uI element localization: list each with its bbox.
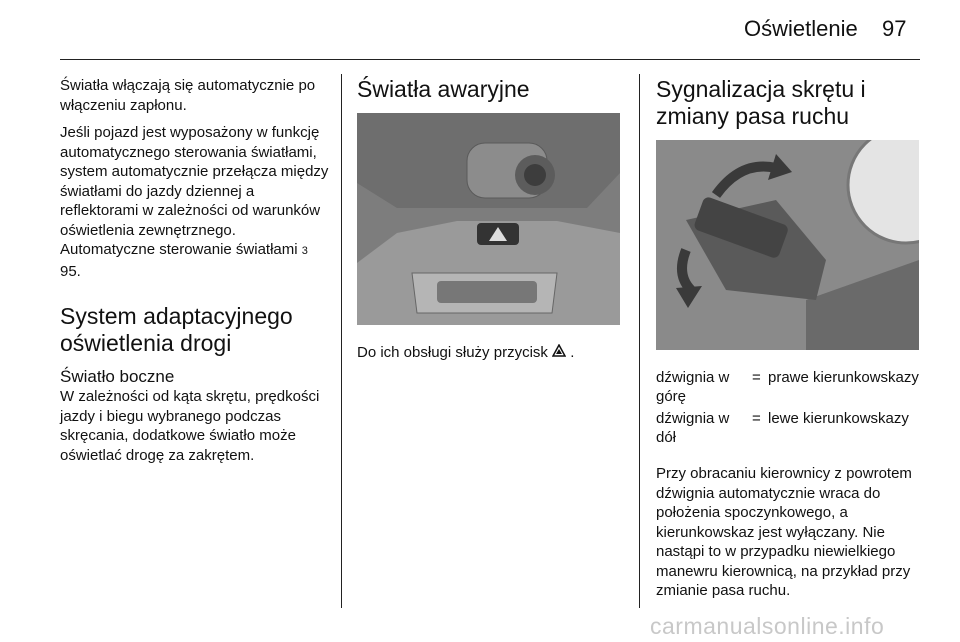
turn-signal-lever-figure bbox=[656, 140, 919, 350]
hazard-caption-end: . bbox=[570, 344, 575, 361]
subheading-cornering-light: Światło boczne bbox=[60, 367, 175, 386]
column-1 bbox=[60, 76, 330, 473]
section-heading-turn-signals: Sygnalizacja skrętu i zmiany pasa ruchu bbox=[656, 76, 866, 129]
header-rule bbox=[60, 59, 920, 60]
column-divider-2 bbox=[639, 74, 640, 608]
section-heading-adaptive-lighting: System adaptacyjnego oświetlenia drogi bbox=[60, 303, 293, 356]
paragraph-auto-switching-text: Jeśli pojazd jest wyposażony w funkcję automatycznego sterowania światłami, system automatycznie przełącza między światłami do jazdy dziennej a reflektorami w zależności od warunków oświetlenia zewnętrznego. Automatyczne sterowanie światłami bbox=[60, 124, 329, 258]
turn-signal-lever-illustration bbox=[656, 140, 919, 350]
page-reference-icon: 3 bbox=[301, 245, 308, 257]
hazard-switch-illustration bbox=[357, 113, 620, 325]
paragraph-cornering-light: W zależności od kąta skrętu, prędkości jazdy i biegu wybranego podczas skręcania, dodatkowe światło może oświetlać drogę za zakrętem. bbox=[60, 388, 320, 464]
column-2 bbox=[357, 76, 625, 371]
definition-description: prawe kierunkowskazy bbox=[768, 369, 919, 386]
paragraph-auto-lights: Światła włączają się automatycznie po włączeniu zapłonu. bbox=[60, 77, 316, 114]
column-3 bbox=[656, 76, 924, 609]
definition-row bbox=[656, 368, 919, 409]
hazard-caption bbox=[357, 343, 625, 363]
lever-definitions-table bbox=[656, 368, 919, 450]
watermark: carmanualsonline.info bbox=[650, 613, 885, 639]
paragraph-auto-switching bbox=[60, 123, 330, 281]
definition-row bbox=[656, 409, 919, 450]
paragraph-lever-return: Przy obracaniu kierownicy z powrotem dźwignia automatycznie wraca do położenia spoczynkowego, a kierunkowskaz jest wyłączany. Nie nastąpi to w przypadku niewielkiego manewru kierownicą, na przykład przy zmianie pasa ruchu. bbox=[656, 465, 912, 599]
hazard-switch-figure bbox=[357, 113, 620, 325]
section-heading-hazard-lights: Światła awaryjne bbox=[357, 76, 530, 102]
hazard-triangle-icon bbox=[552, 344, 570, 361]
hazard-caption-text: Do ich obsługi służy przycisk bbox=[357, 344, 553, 361]
column-divider-1 bbox=[341, 74, 342, 608]
definition-description: lewe kierunkowskazy bbox=[768, 410, 909, 427]
definition-equals: = bbox=[752, 369, 761, 386]
page-number: 97 bbox=[882, 16, 907, 41]
page-header-title: Oświetlenie bbox=[744, 16, 858, 41]
definition-term: dźwignia w górę bbox=[656, 369, 730, 405]
page-reference[interactable]: 95. bbox=[60, 262, 81, 280]
definition-term: dźwignia w dół bbox=[656, 410, 730, 446]
definition-equals: = bbox=[752, 410, 761, 427]
